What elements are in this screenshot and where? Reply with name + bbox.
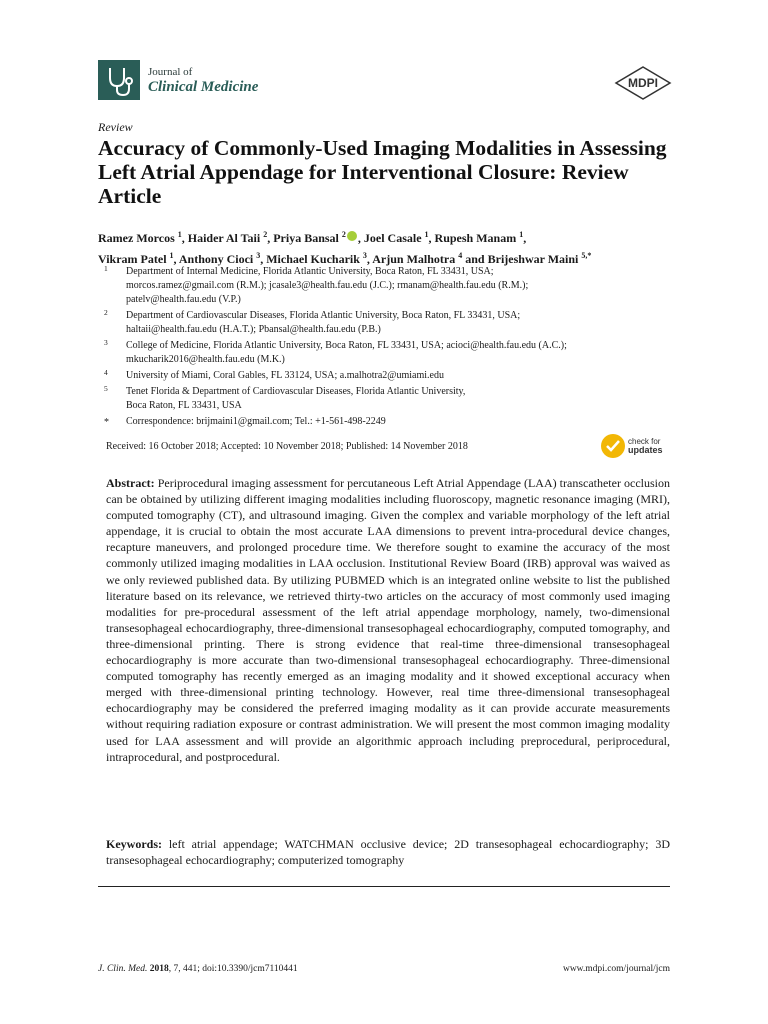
author-separator: , [357, 231, 364, 245]
author-list [98, 226, 678, 268]
journal-logo [98, 60, 140, 100]
citation-footer [98, 964, 298, 974]
author-affiliation-number: 3 [256, 251, 261, 260]
affiliation-number: 1 [104, 264, 108, 273]
article-type: Review [98, 120, 133, 134]
check-updates-text [628, 437, 663, 455]
author-name: Priya Bansal [273, 231, 342, 245]
abstract-text: Periprocedural imaging assessment for percutaneous Left Atrial Appendage (LAA) transcatheter occlusion can be obtained by utilizing different imaging modalities including fluoroscopy, magnetic resonance imaging (MRI), computed tomography (CT), and ultrasound imaging. Given the complex and variable morphology of the left atrial appendage, it is crucial to obtain the most accurate LAA dimensions to prevent intra-procedural device changes, recapture maneuvers, and prolonged procedure time. We therefore sought to examine the accuracy of the most commonly utilized imaging modalities in LAA occlusion. Institutional Review Board (IRB) approval was waived as we only reviewed published data. By utilizing PUBMED which is an integrated online website to list the published literature based on its relevance, we retrieved thirty-two articles on the accuracy of most commonly used imaging modalities for pre-procedural assessment of the left atrial appendage morphology, namely, two-dimensional transesophageal echocardiography, three-dimensional transesophageal echocardiography, computed tomography, and three-dimensional printing. There is strong evidence that real-time three-dimensional transesophageal echocardiography is more accurate than two-dimensional transesophageal echocardiography. Three-dimensional computed tomography has recently emerged as an imaging modality and it showed exceptional accuracy when merged with three-dimensional printing technology. However, real time three-dimensional transesophageal echocardiography may be considered the preferred imaging modality as it can provide accurate measurements without requiring radiation exposure or contrast administration. We will present the most common imaging modality used for LAA assessment and will provide an algorithmic approach including preprocedural, periprocedural, intraprocedural, and postprocedural. [106, 476, 670, 764]
affiliation-number: 2 [104, 308, 108, 317]
author-name: Michael Kucharik [266, 252, 363, 266]
mdpi-logo-text: MDPI [628, 76, 658, 90]
affiliation-line: Department of Internal Medicine, Florida Atlantic University, Boca Raton, FL 33431, USA; [126, 266, 494, 277]
journal-name-line1: Journal of [148, 66, 193, 78]
author-name: Arjun Malhotra [372, 252, 459, 266]
affiliation-item [104, 385, 674, 413]
affiliation-line: College of Medicine, Florida Atlantic University, Boca Raton, FL 33431, USA; acioci@health.fau.edu (A.C.); [126, 340, 567, 351]
orcid-icon[interactable] [347, 231, 357, 241]
author-name: Haider Al Taii [187, 231, 264, 245]
publication-dates: Received: 16 October 2018; Accepted: 10 November 2018; Published: 14 November 2018 [106, 441, 468, 452]
author-separator: , [260, 252, 267, 266]
author-name: Joel Casale [363, 231, 425, 245]
author-separator: , [366, 252, 373, 266]
journal-url-link[interactable]: www.mdpi.com/journal/jcm [562, 964, 670, 974]
correspondence [104, 415, 674, 429]
author-separator: , [428, 231, 435, 245]
footer-year: 2018 [149, 964, 169, 974]
mdpi-logo [614, 66, 672, 100]
author-name: Rupesh Manam [434, 231, 520, 245]
author-affiliation-number: 2 [263, 230, 268, 239]
affiliation-item [104, 369, 674, 383]
affiliation-number: 5 [104, 384, 108, 393]
author-separator: , [267, 231, 274, 245]
affiliation-item [104, 265, 674, 307]
footer-doi: , 7, 441; doi:10.3390/jcm7110441 [168, 964, 298, 974]
abstract-label: Abstract: [106, 476, 155, 490]
check-updates-icon [600, 433, 626, 459]
footer-journal: J. Clin. Med. [98, 964, 148, 974]
author-affiliation-number: 5,* [581, 251, 592, 260]
affiliation-line: mkucharik2016@health.fau.edu (M.K.) [126, 354, 285, 365]
affiliation-line: Tenet Florida & Department of Cardiovascular Diseases, Florida Atlantic University, [126, 386, 466, 397]
affiliation-number: 3 [104, 338, 108, 347]
affiliation-line: morcos.ramez@gmail.com (R.M.); jcasale3@health.fau.edu (J.C.); rmanam@health.fau.edu (R.M.); [126, 280, 529, 291]
affiliation-line: patelv@health.fau.edu (V.P.) [126, 294, 241, 305]
correspondence-text: Correspondence: brijmaini1@gmail.com; Tel.: +1-561-498-2249 [126, 416, 386, 427]
author-name: Ramez Morcos [98, 231, 178, 245]
author-separator: , [173, 252, 179, 266]
author-affiliation-number: 1 [424, 230, 429, 239]
affiliation-item [104, 309, 674, 337]
keywords-text: left atrial appendage; WATCHMAN occlusive device; 2D transesophageal echocardiography; 3D transesophageal echocardiography; computerized tomography [106, 837, 670, 867]
divider [98, 886, 670, 887]
affiliations [104, 265, 674, 431]
stethoscope-icon [98, 60, 140, 100]
check-updates-line2: updates [628, 445, 663, 455]
author-affiliation-number: 1 [519, 230, 524, 239]
abstract [106, 475, 670, 765]
author-name: Anthony Cioci [178, 252, 257, 266]
affiliation-line: haltaii@health.fau.edu (H.A.T.); Pbansal@health.fau.edu (P.B.) [126, 324, 381, 335]
article-title: Accuracy of Commonly-Used Imaging Modalities in Assessing Left Atrial Appendage for Interventional Closure: Review Article [98, 136, 667, 208]
keywords [106, 836, 670, 868]
affiliation-number: 4 [104, 368, 108, 377]
author-affiliation-number: 4 [458, 251, 463, 260]
author-affiliation-number: 1 [177, 230, 182, 239]
journal-name-line2: Clinical Medicine [148, 79, 259, 95]
correspondence-mark: * [104, 417, 109, 428]
affiliation-line: Department of Cardiovascular Diseases, Florida Atlantic University, Boca Raton, FL 33431, USA; [126, 310, 521, 321]
author-separator: , [181, 231, 188, 245]
keywords-label: Keywords: [106, 837, 162, 851]
author-affiliation-number: 2 [341, 230, 346, 239]
affiliation-line: Boca Raton, FL 33431, USA [126, 400, 242, 411]
author-name: Brijeshwar Maini [487, 252, 582, 266]
affiliation-line: University of Miami, Coral Gables, FL 33124, USA; a.malhotra2@umiami.edu [126, 370, 444, 381]
author-affiliation-number: 1 [169, 251, 174, 260]
author-separator: , [523, 231, 527, 245]
author-name: Vikram Patel [98, 252, 170, 266]
author-affiliation-number: 3 [362, 251, 367, 260]
affiliation-item [104, 339, 674, 367]
check-updates-line1: check for [628, 437, 661, 446]
author-separator: and [462, 252, 488, 266]
